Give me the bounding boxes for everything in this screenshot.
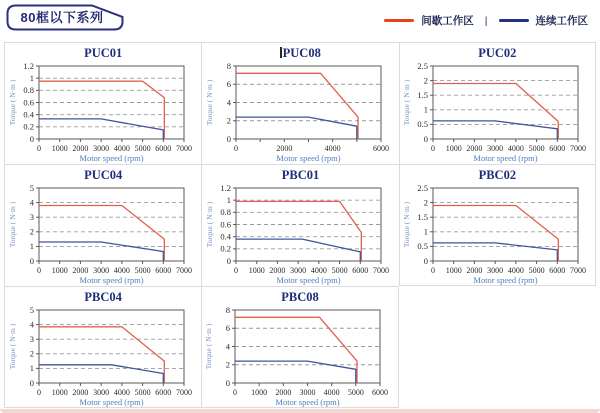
- chart-title-text: PBC02: [478, 168, 517, 182]
- legend-label-intermittent: 间歇工作区: [421, 15, 474, 27]
- x-tick-label: 7000: [175, 388, 192, 397]
- x-tick-label: 6000: [372, 144, 389, 153]
- y-tick-label: 6: [226, 323, 231, 334]
- x-tick-label: 3000: [290, 266, 307, 275]
- series-line: [39, 206, 164, 262]
- x-axis-label: Motor speed (rpm): [79, 153, 144, 163]
- x-tick-label: 3000: [92, 266, 109, 275]
- chart-plot: [203, 63, 398, 164]
- chart-plot: [400, 63, 595, 164]
- x-tick-label: 1000: [51, 144, 68, 153]
- y-tick-label: 2: [226, 115, 231, 126]
- series-line: [433, 243, 557, 261]
- x-axis-label: Motor speed (rpm): [276, 153, 341, 163]
- x-tick-label: 2000: [466, 266, 483, 275]
- y-tick-label: 0: [226, 255, 231, 266]
- x-tick-label: 1000: [51, 388, 68, 397]
- y-axis-label: Torque ( N·m ): [7, 79, 17, 126]
- y-tick-label: 1: [423, 226, 428, 237]
- series-line: [236, 73, 358, 139]
- x-tick-label: 2000: [276, 144, 293, 153]
- y-tick-label: 0: [29, 133, 34, 144]
- legend-label-continuous: 连续工作区: [535, 15, 588, 27]
- x-tick-label: 2000: [72, 388, 89, 397]
- x-tick-label: 2000: [72, 266, 89, 275]
- x-tick-label: 7000: [372, 266, 389, 275]
- y-tick-label: 0.4: [23, 109, 34, 120]
- y-tick-label: 0.2: [23, 121, 34, 132]
- y-tick-label: 4: [29, 197, 34, 208]
- series-line: [236, 239, 360, 261]
- y-tick-label: 1.2: [23, 63, 34, 71]
- x-tick-label: 6000: [372, 388, 389, 397]
- chart-title: [5, 168, 201, 185]
- chart-grid: [4, 42, 596, 408]
- chart-cell: [4, 164, 201, 286]
- x-tick-label: 0: [36, 144, 41, 153]
- x-axis-label: Motor speed (rpm): [79, 397, 144, 407]
- y-axis-label: Torque ( N·m ): [204, 79, 214, 126]
- chart-plot-wrap: [202, 185, 398, 286]
- x-tick-label: 2000: [72, 144, 89, 153]
- y-axis-label: Torque ( N·m ): [401, 79, 411, 126]
- x-tick-label: 1000: [248, 266, 265, 275]
- chart-cell: [4, 42, 201, 164]
- series-line: [235, 317, 357, 383]
- y-tick-label: 1: [29, 363, 34, 374]
- x-tick-label: 4000: [310, 266, 327, 275]
- y-tick-label: 2: [423, 197, 428, 208]
- chart-plot-wrap: [5, 307, 201, 408]
- chart-title: [400, 46, 595, 63]
- y-tick-label: 0: [423, 255, 428, 266]
- x-tick-label: 0: [36, 266, 41, 275]
- x-tick-label: 0: [233, 388, 238, 397]
- y-tick-label: 0.8: [23, 85, 34, 96]
- chart-plot-wrap: [202, 307, 397, 408]
- x-tick-label: 1000: [251, 388, 268, 397]
- x-tick-label: 0: [430, 266, 435, 275]
- x-tick-label: 0: [233, 266, 238, 275]
- x-tick-label: 5000: [528, 144, 545, 153]
- y-tick-label: 4: [29, 319, 34, 330]
- y-tick-label: 4: [226, 97, 231, 108]
- chart-title: [5, 46, 201, 63]
- x-tick-label: 5000: [134, 388, 151, 397]
- y-tick-label: 0: [423, 133, 428, 144]
- x-tick-label: 5000: [528, 266, 545, 275]
- legend-separator: |: [484, 14, 488, 27]
- x-tick-label: 4000: [324, 144, 341, 153]
- chart-title-text: PUC01: [84, 46, 123, 60]
- x-tick-label: 1000: [445, 144, 462, 153]
- chart-cell: [201, 42, 398, 164]
- series-line: [235, 361, 356, 383]
- series-line: [433, 84, 558, 140]
- chart-plot-wrap: [400, 63, 595, 164]
- chart-title-text: PUC08: [282, 46, 321, 60]
- y-tick-label: 8: [226, 307, 231, 315]
- chart-title: [5, 290, 201, 307]
- chart-plot: [202, 307, 397, 408]
- series-line: [39, 365, 163, 383]
- y-tick-label: 8: [226, 63, 231, 71]
- chart-plot-wrap: [5, 63, 201, 164]
- x-tick-label: 5000: [348, 388, 365, 397]
- x-axis-label: Motor speed (rpm): [276, 275, 341, 285]
- chart-plot: [400, 185, 595, 286]
- x-tick-label: 6000: [154, 266, 171, 275]
- x-tick-label: 7000: [569, 266, 586, 275]
- y-tick-label: 0.5: [417, 241, 428, 252]
- y-tick-label: 2.5: [417, 63, 428, 71]
- series-line: [39, 327, 164, 383]
- x-tick-label: 3000: [299, 388, 316, 397]
- x-tick-label: 2000: [269, 266, 286, 275]
- chart-title-text: PBC04: [84, 290, 122, 304]
- y-axis-label: Torque ( N·m ): [204, 201, 214, 248]
- chart-cell: [4, 286, 201, 408]
- chart-plot-wrap: [5, 185, 201, 286]
- y-axis-label: Torque ( N·m ): [401, 201, 411, 248]
- legend: [384, 13, 588, 28]
- y-tick-label: 2.5: [417, 185, 428, 193]
- page-header: [0, 0, 600, 42]
- x-tick-label: 3000: [486, 266, 503, 275]
- x-axis-label: Motor speed (rpm): [79, 275, 144, 285]
- page-bottom-edge: [0, 409, 600, 413]
- x-tick-label: 4000: [324, 388, 341, 397]
- y-tick-label: 1.2: [220, 185, 231, 193]
- x-tick-label: 5000: [134, 266, 151, 275]
- x-axis-label: Motor speed (rpm): [473, 275, 538, 285]
- chart-plot-wrap: [400, 185, 595, 286]
- y-tick-label: 3: [29, 212, 34, 222]
- y-axis-label: Torque ( N·m ): [204, 323, 214, 370]
- x-tick-label: 4000: [507, 144, 524, 153]
- x-tick-label: 6000: [154, 144, 171, 153]
- x-tick-label: 1000: [445, 266, 462, 275]
- legend-line-continuous-icon: [499, 19, 529, 22]
- chart-plot: [203, 185, 398, 286]
- x-tick-label: 2000: [275, 388, 292, 397]
- x-tick-label: 7000: [175, 266, 192, 275]
- chart-title-text: PBC01: [281, 168, 320, 182]
- chart-plot-wrap: [202, 63, 398, 164]
- y-tick-label: 0.6: [220, 219, 231, 230]
- series-line: [236, 117, 357, 139]
- x-tick-label: 5000: [331, 266, 348, 275]
- plot-border: [39, 310, 184, 383]
- y-tick-label: 0: [226, 133, 231, 144]
- x-tick-label: 0: [233, 144, 238, 153]
- x-tick-label: 7000: [175, 144, 192, 153]
- y-tick-label: 0.6: [23, 97, 34, 108]
- y-tick-label: 1: [29, 72, 34, 83]
- x-tick-label: 5000: [134, 144, 151, 153]
- y-tick-label: 0: [29, 377, 34, 388]
- x-tick-label: 4000: [113, 144, 130, 153]
- series-line: [39, 242, 163, 261]
- x-tick-label: 3000: [92, 144, 109, 153]
- y-tick-label: 1: [423, 104, 428, 115]
- series-line: [39, 119, 163, 139]
- x-tick-label: 6000: [352, 266, 369, 275]
- y-tick-label: 0: [226, 377, 231, 388]
- series-line: [236, 201, 361, 261]
- x-axis-label: Motor speed (rpm): [473, 153, 538, 163]
- chart-cell: [399, 42, 596, 164]
- y-tick-label: 4: [226, 341, 231, 352]
- y-tick-label: 3: [29, 334, 34, 344]
- x-tick-label: 0: [36, 388, 41, 397]
- y-tick-label: 0.2: [220, 243, 231, 254]
- chart-plot: [6, 63, 201, 164]
- y-tick-label: 1.5: [417, 212, 428, 222]
- x-axis-label: Motor speed (rpm): [275, 397, 341, 407]
- x-tick-label: 4000: [507, 266, 524, 275]
- x-tick-label: 0: [430, 144, 435, 153]
- chart-title: [202, 168, 398, 185]
- y-tick-label: 0.8: [220, 207, 231, 218]
- legend-line-intermittent-icon: [384, 19, 414, 22]
- y-tick-label: 6: [226, 79, 231, 90]
- x-tick-label: 7000: [569, 144, 586, 153]
- x-tick-label: 3000: [92, 388, 109, 397]
- y-tick-label: 2: [29, 226, 34, 237]
- y-tick-label: 2: [29, 348, 34, 359]
- chart-cell: [399, 164, 596, 286]
- x-tick-label: 1000: [51, 266, 68, 275]
- y-tick-label: 1: [29, 241, 34, 252]
- x-tick-label: 4000: [113, 388, 130, 397]
- y-tick-label: 1: [226, 194, 231, 205]
- chart-cell: [201, 164, 398, 286]
- y-tick-label: 1.5: [417, 90, 428, 100]
- chart-title-text: PUC02: [478, 46, 517, 60]
- y-tick-label: 2: [423, 75, 428, 86]
- x-tick-label: 3000: [486, 144, 503, 153]
- series-line: [39, 81, 164, 139]
- chart-title-text: PUC04: [84, 168, 123, 182]
- series-line: [433, 206, 558, 262]
- x-tick-label: 2000: [466, 144, 483, 153]
- page-title-tag: [6, 4, 126, 32]
- series-line: [433, 121, 557, 139]
- y-tick-label: 0.4: [220, 231, 231, 242]
- y-tick-label: 0.5: [417, 119, 428, 130]
- y-tick-label: 0: [29, 255, 34, 266]
- x-tick-label: 6000: [549, 144, 566, 153]
- chart-title: [202, 46, 398, 63]
- chart-title: [202, 290, 397, 307]
- chart-cell: [201, 286, 398, 408]
- chart-title: [400, 168, 595, 185]
- text-cursor-icon: [280, 47, 282, 58]
- y-tick-label: 5: [29, 185, 34, 193]
- x-tick-label: 6000: [154, 388, 171, 397]
- chart-plot: [6, 307, 201, 408]
- chart-title-text: PBC08: [281, 290, 319, 304]
- x-tick-label: 6000: [549, 266, 566, 275]
- chart-plot: [6, 185, 201, 286]
- page-title: 80框以下系列: [20, 10, 104, 25]
- plot-border: [39, 188, 184, 261]
- y-tick-label: 2: [226, 359, 231, 370]
- y-axis-label: Torque ( N·m ): [7, 323, 17, 370]
- y-axis-label: Torque ( N·m ): [7, 201, 17, 248]
- x-tick-label: 4000: [113, 266, 130, 275]
- y-tick-label: 5: [29, 307, 34, 315]
